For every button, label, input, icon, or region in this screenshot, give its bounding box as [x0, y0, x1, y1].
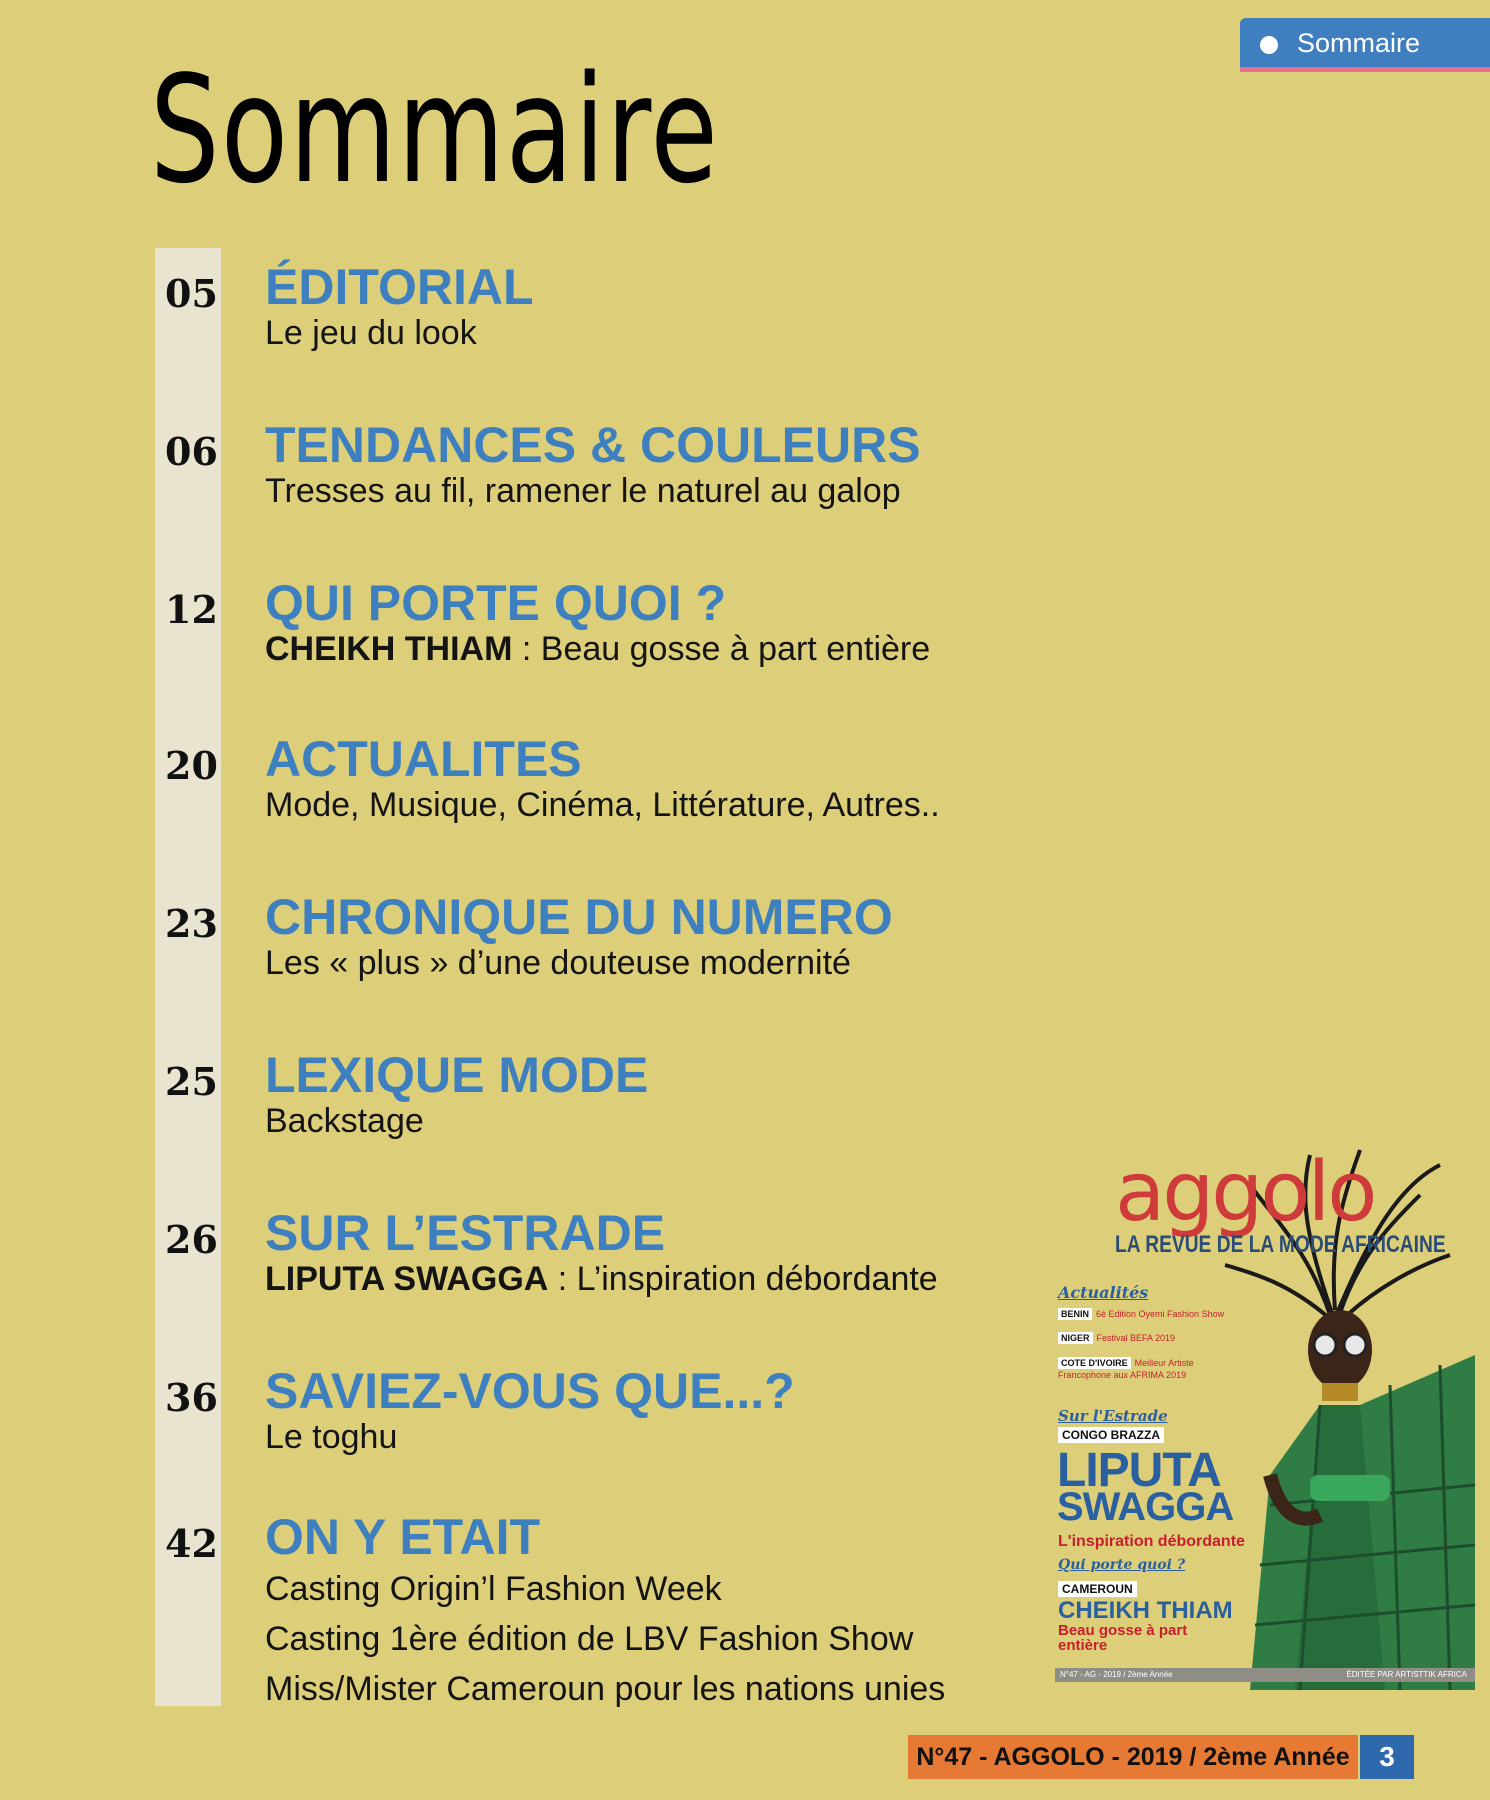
cover-news-text: Festival BEFA 2019 [1096, 1333, 1176, 1343]
cover-news-item [1058, 1357, 1208, 1381]
toc-subtitle [265, 1260, 938, 1299]
cover-logo: aggolo [1115, 1145, 1375, 1240]
cover-news-tag: COTE D'IVOIRE [1058, 1357, 1131, 1369]
toc-subtitle: Backstage [265, 1102, 424, 1140]
toc-heading: SAVIEZ-VOUS QUE...? [265, 1363, 795, 1419]
cover-headline-2: SWAGGA [1057, 1485, 1234, 1529]
cover-headline-3: CHEIKH THIAM [1058, 1597, 1233, 1624]
cover-news-item [1058, 1309, 1224, 1319]
toc-subtitle: Le toghu [265, 1418, 398, 1456]
toc-heading: ÉDITORIAL [265, 259, 534, 315]
cover-headline-3-sub: Beau gosse à part entière [1058, 1622, 1188, 1654]
toc-page-number: 25 [165, 1059, 218, 1104]
magazine-cover [1055, 1145, 1475, 1690]
toc-subtitle-line: Casting 1ère édition de LBV Fashion Show [265, 1620, 914, 1658]
page-title: Sommaire [150, 44, 720, 216]
cover-country-tag: CONGO BRAZZA [1058, 1427, 1164, 1443]
toc-page-number: 12 [165, 587, 218, 632]
toc-subtitle-name: CHEIKH THIAM [265, 630, 513, 668]
toc-subtitle [265, 630, 930, 669]
toc-subtitle: Les « plus » d’une douteuse modernité [265, 944, 851, 982]
cover-headline-sub: L'inspiration débordante [1058, 1533, 1245, 1550]
toc-page-number: 26 [165, 1217, 218, 1262]
toc-heading: QUI PORTE QUOI ? [265, 575, 727, 631]
toc-page-number: 23 [165, 901, 218, 946]
toc-subtitle: Mode, Musique, Cinéma, Littérature, Autres.. [265, 786, 940, 824]
cover-section-qpq: Qui porte quoi ? [1058, 1557, 1186, 1573]
toc-heading: LEXIQUE MODE [265, 1047, 649, 1103]
toc-page-number: 42 [165, 1521, 218, 1566]
toc-heading: CHRONIQUE DU NUMERO [265, 889, 893, 945]
toc-heading: ON Y ETAIT [265, 1509, 541, 1565]
cover-section-news: Actualités [1058, 1283, 1149, 1302]
cover-news-text: Meilleur Artiste Francophone aux AFRIMA 2019 [1058, 1358, 1194, 1380]
cover-tagline: LA REVUE DE LA MODE AFRICAINE [1115, 1231, 1446, 1258]
cover-issue-strip [1055, 1668, 1475, 1682]
section-tab-label: Sommaire [1297, 28, 1421, 58]
cover-news-text: 6è Edition Oyemi Fashion Show [1096, 1309, 1225, 1319]
cover-news-item [1058, 1333, 1175, 1343]
toc-subtitle [265, 1564, 945, 1714]
toc-heading: ACTUALITES [265, 731, 582, 787]
cover-country-tag: CAMEROUN [1058, 1581, 1137, 1597]
toc-subtitle-name: LIPUTA SWAGGA [265, 1260, 549, 1298]
cover-issue-right: ÉDITÉE PAR ARTISTTIK AFRICA [1346, 1670, 1467, 1679]
toc-subtitle-text: : L’inspiration débordante [548, 1260, 938, 1298]
toc-subtitle: Le jeu du look [265, 314, 477, 352]
cover-news-tag: NIGER [1058, 1332, 1093, 1344]
toc-subtitle-text: : Beau gosse à part entière [512, 630, 931, 668]
toc-heading: SUR L’ESTRADE [265, 1205, 666, 1261]
footer-page-number: 3 [1360, 1735, 1414, 1779]
toc-subtitle-line: Miss/Mister Cameroun pour les nations unies [265, 1670, 946, 1708]
toc-page-number: 05 [165, 271, 218, 316]
cover-section-estrade: Sur l'Estrade [1058, 1407, 1168, 1425]
cover-headline-1: LIPUTA [1057, 1444, 1221, 1497]
cover-issue-left: N°47 - AG - 2019 / 2ème Année [1060, 1670, 1173, 1679]
bullet-icon [1260, 36, 1278, 54]
cover-news-tag: BENIN [1058, 1308, 1092, 1320]
toc-heading: TENDANCES & COULEURS [265, 417, 921, 473]
toc-page-number: 36 [165, 1375, 218, 1420]
toc-subtitle-line: Casting Origin’l Fashion Week [265, 1570, 722, 1608]
section-tab [1240, 18, 1490, 72]
toc-page-number: 20 [165, 743, 218, 788]
toc-subtitle: Tresses au fil, ramener le naturel au galop [265, 472, 901, 510]
footer-issue: N°47 - AGGOLO - 2019 / 2ème Année [908, 1735, 1358, 1779]
toc-page-number: 06 [165, 429, 218, 474]
